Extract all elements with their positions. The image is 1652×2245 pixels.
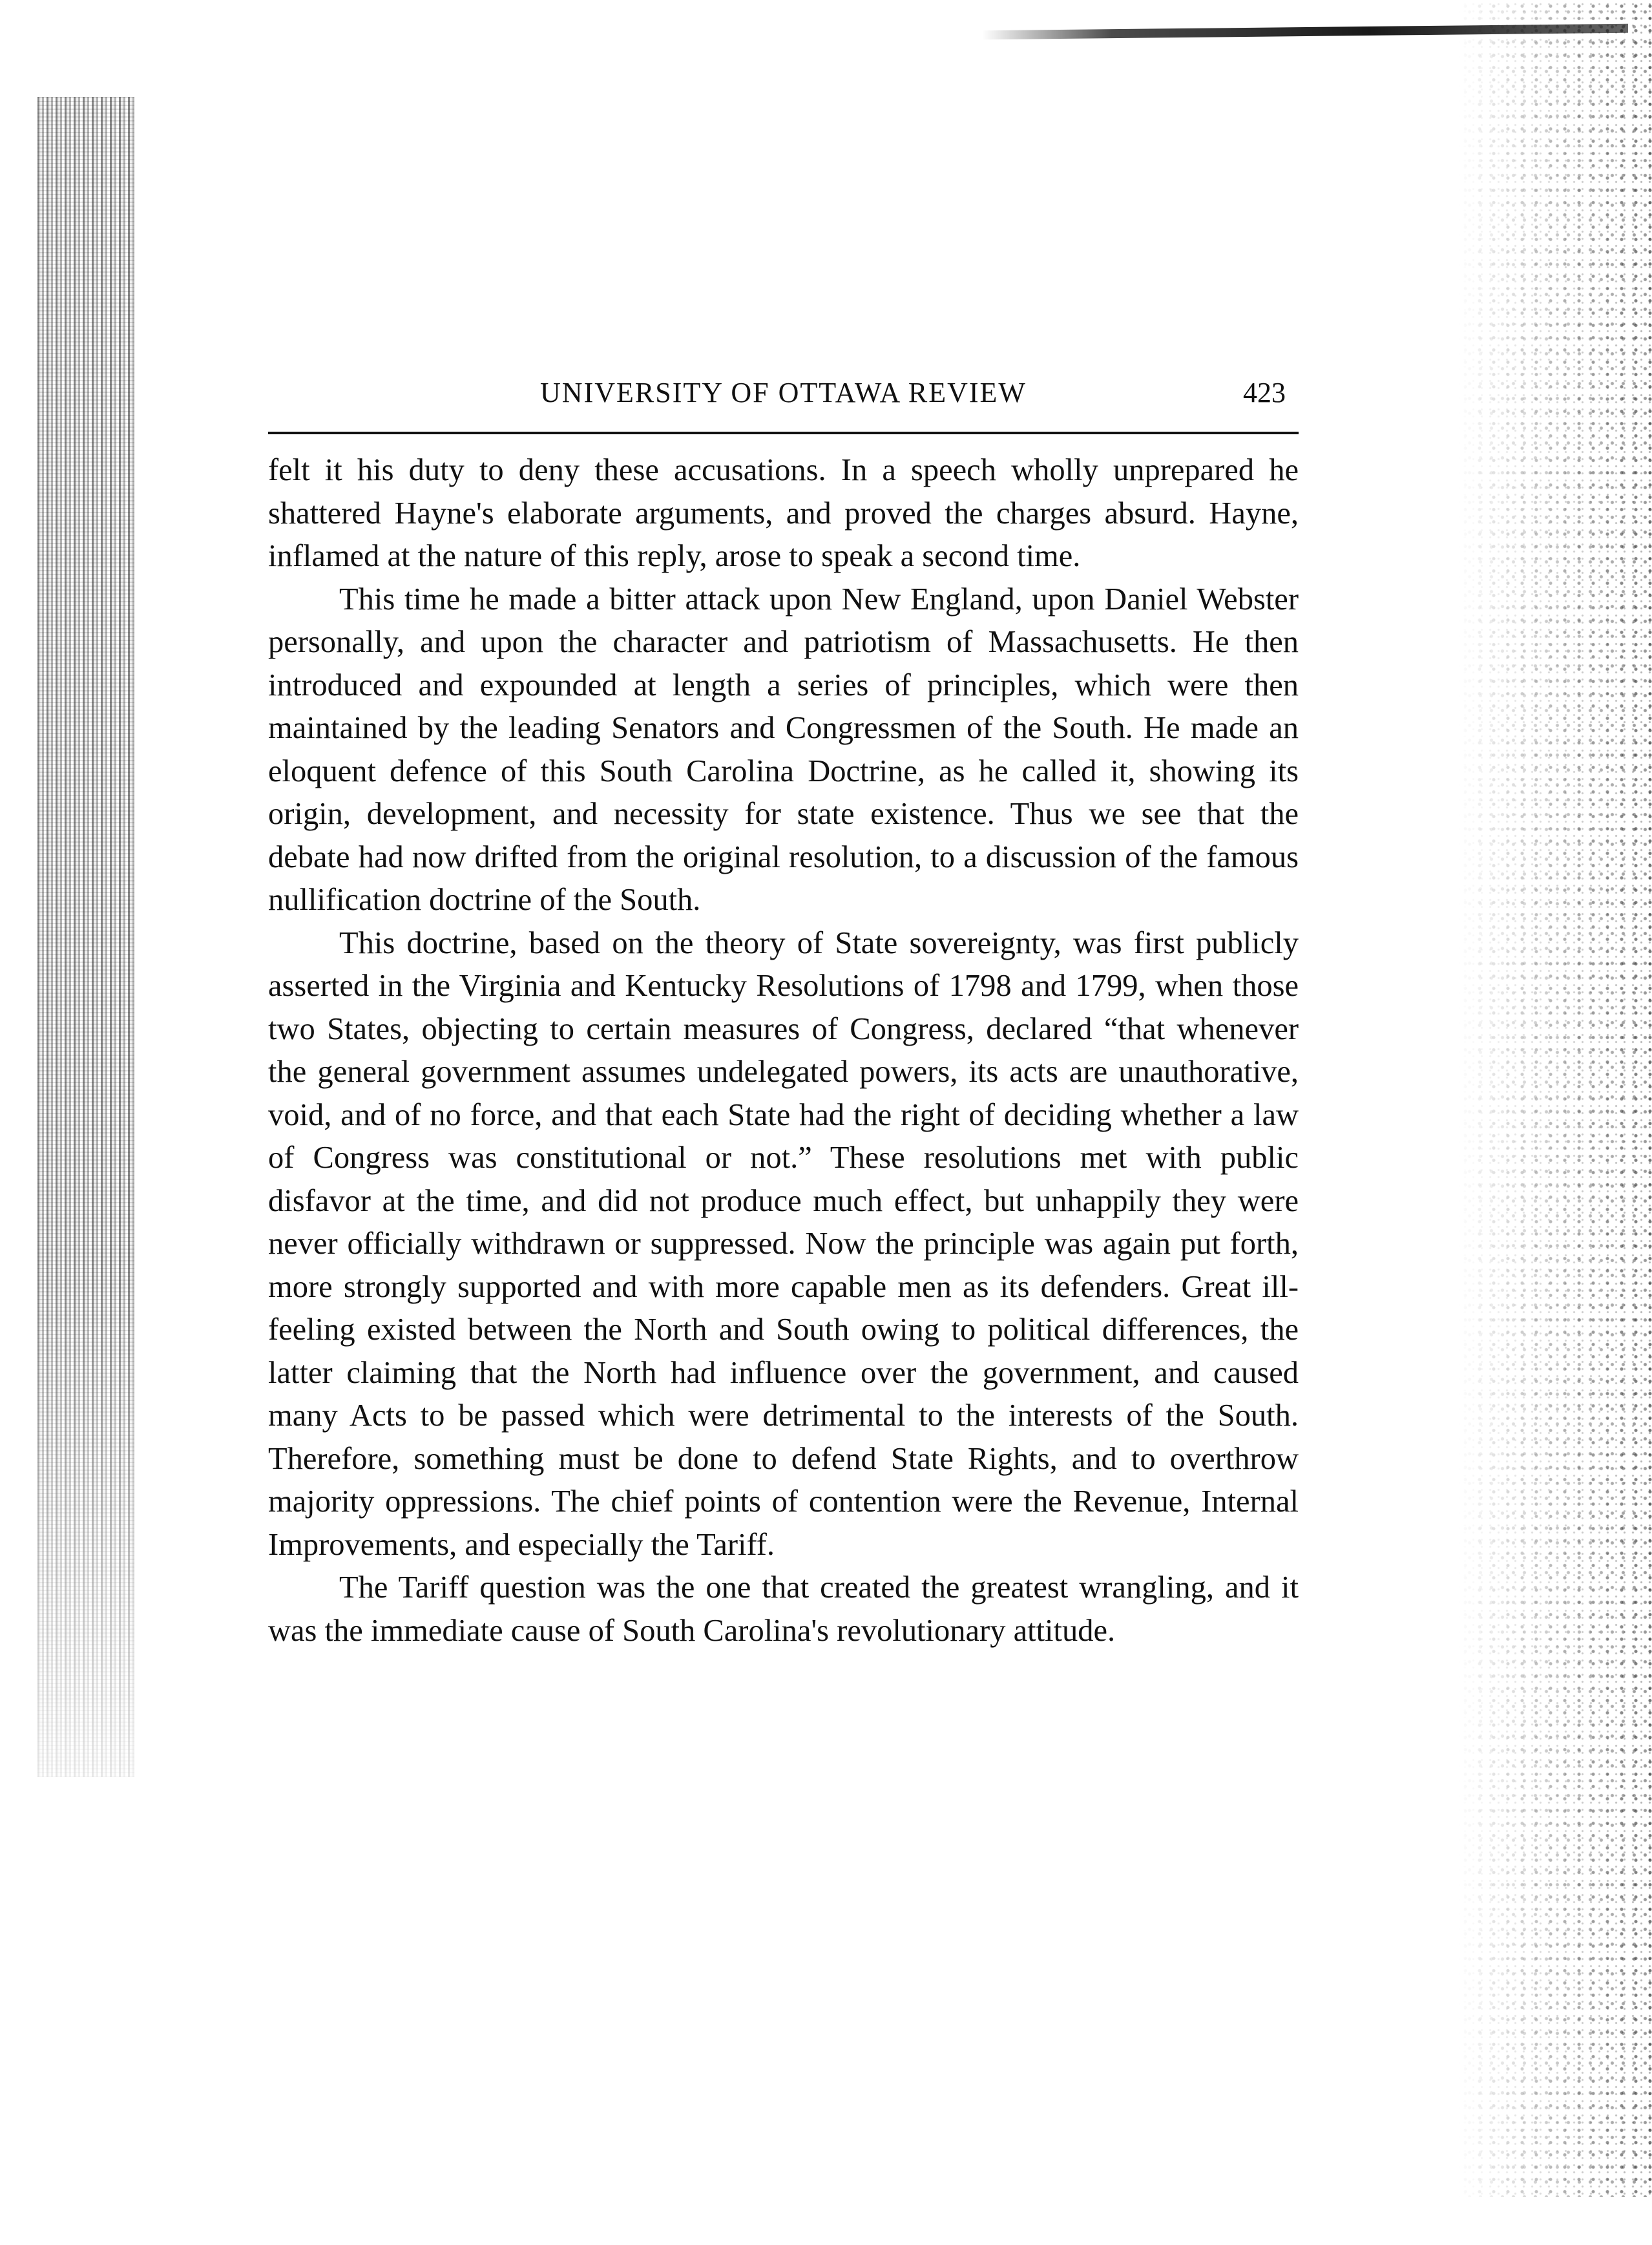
paragraph: This doctrine, based on the theory of State sovereignty, was first publicly asserted in the Virginia and Kentucky Resolutions of 1798 and 1799, when those two States, objecting to certain measures of Congress, declared “that whenever the general government assumes undelegated powers, its acts are unauthorative, void, and of no force, and that each State had the right of deciding whether a law of Congress was constitutional or not.” These resolutions met with public disfavor at the time, and did not produce much effect, but unhappily they were never officially withdrawn or suppressed. Now the principle was again put forth, more strongly supported and with more capable men as its defenders. Great ill-feeling existed between the North and South owing to political differences, the latter claiming that the North had influence over the government, and caused many Acts to be passed which were detrimental to the interests of the South. Therefore, something must be done to defend State Rights, and to overthrow majority oppressions. The chief points of contention were the Revenue, Internal Improvements, and especially the Tariff. bbox=[268, 925, 1299, 1562]
scanned-binding-edge bbox=[37, 97, 134, 1777]
scanned-page-edge bbox=[1458, 0, 1652, 2197]
running-header bbox=[268, 362, 1299, 439]
book-page bbox=[268, 362, 1299, 1652]
page-number: 423 bbox=[1243, 377, 1286, 408]
paragraph: The Tariff question was the one that created the greatest wrangling, and it was the immediate cause of South Carolina's revolutionary attitude. bbox=[268, 1570, 1299, 1648]
paragraph: This time he made a bitter attack upon New England, upon Daniel Webster personally, and upon the character and patriotism of Massachusetts. He then introduced and expounded at length a series of principles, which were then maintained by the leading Senators and Congressmen of the South. He made an eloquent defence of this South Carolina Doctrine, as he called it, showing its origin, development, and necessity for state existence. Thus we see that the debate had now drifted from the original resolution, to a discussion of the famous nullification doctrine of the South. bbox=[268, 582, 1299, 917]
body-text bbox=[268, 449, 1299, 1652]
paragraph: felt it his duty to deny these accusations. In a speech wholly unprepared he shattered Hayne's elaborate arguments, and proved the charges absurd. Hayne, inflamed at the nature of this reply, arose to speak a second time. bbox=[268, 453, 1299, 573]
header-rule bbox=[268, 432, 1299, 434]
running-title: UNIVERSITY OF OTTAWA REVIEW bbox=[540, 377, 1027, 408]
